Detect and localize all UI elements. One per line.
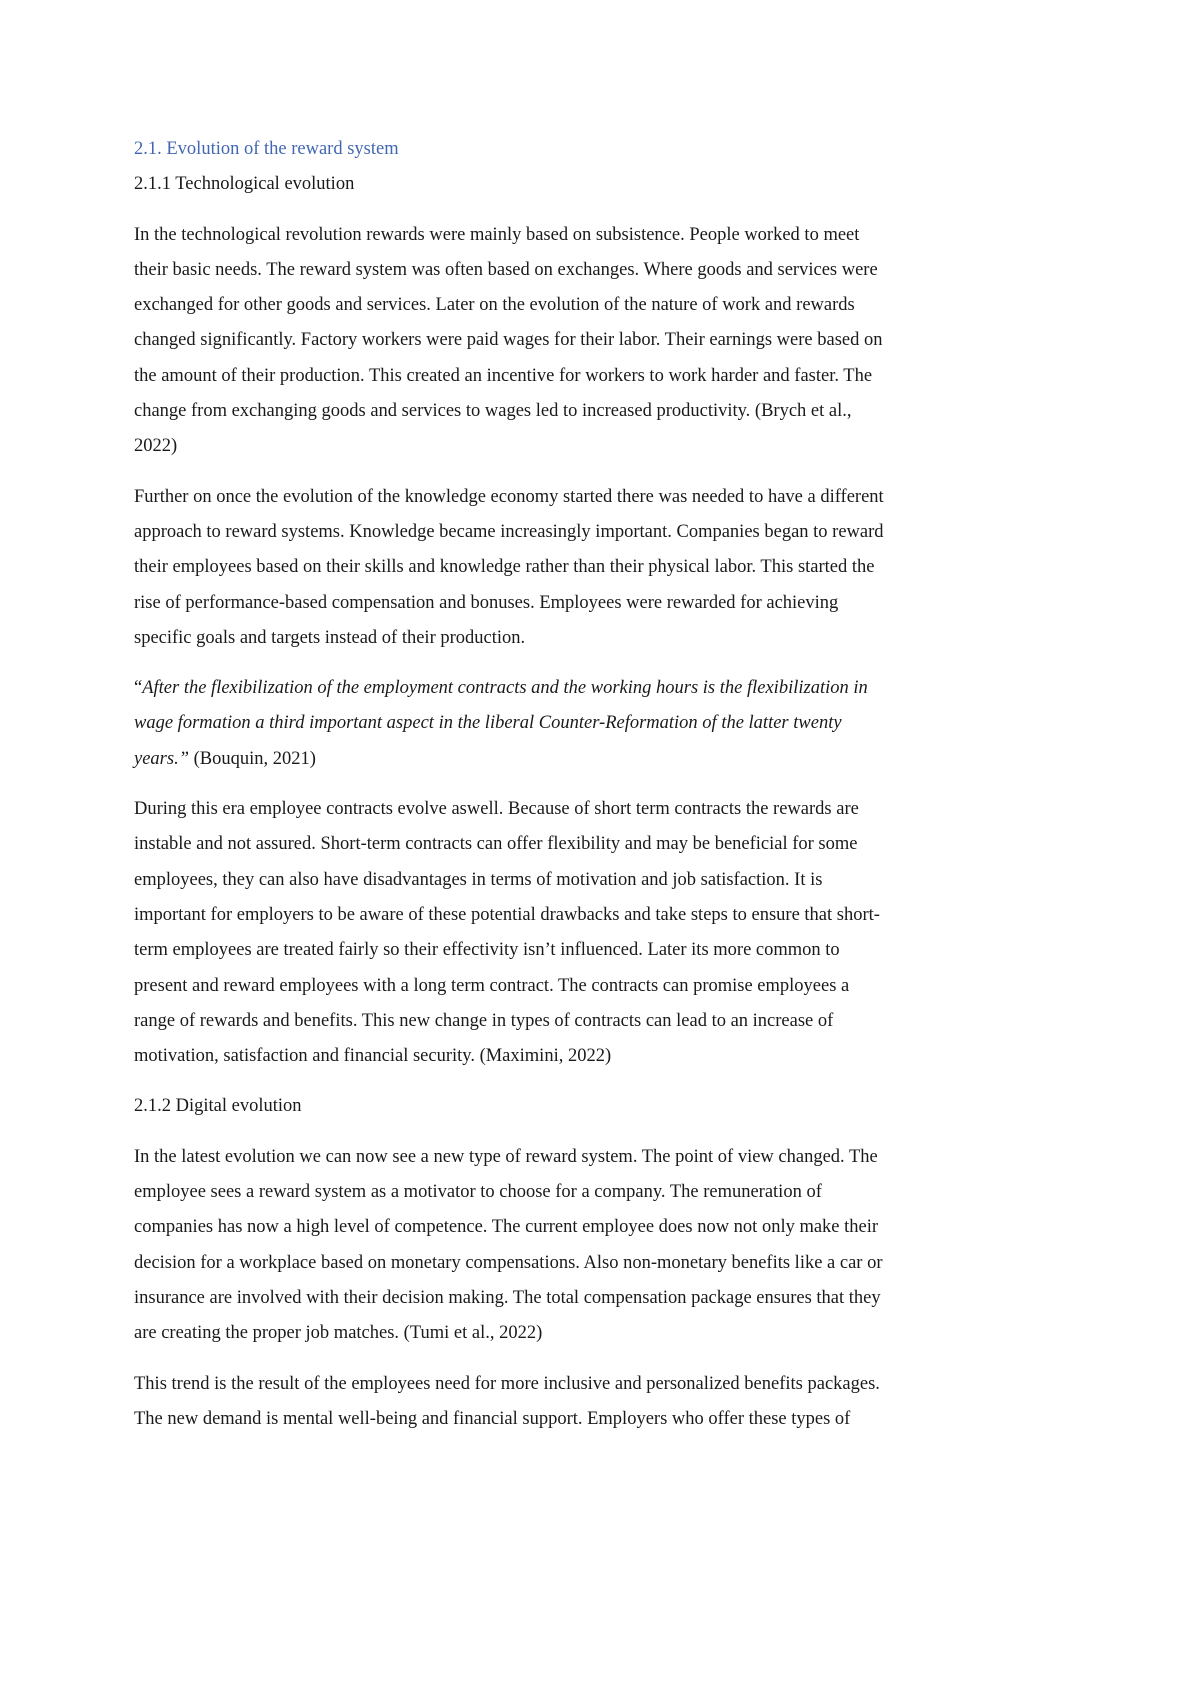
subsection-heading: 2.1.1 Technological evolution <box>134 174 355 195</box>
section-heading: 2.1. Evolution of the reward system <box>134 139 399 159</box>
paragraph <box>134 1140 1034 1352</box>
paragraph <box>134 1367 1034 1438</box>
quote-text: wage formation a third important aspect in the liberal Counter-Reformation of the latter twenty <box>134 713 842 734</box>
block-quote <box>134 671 1034 777</box>
text-line: During this era employee contracts evolve aswell. Because of short term contracts the rewards are <box>134 799 859 820</box>
quote-line <box>134 671 1034 706</box>
text-line: insurance are involved with their decision making. The total compensation package ensures that they <box>134 1287 881 1308</box>
quote-citation: (Bouquin, 2021) <box>189 748 316 769</box>
quote-text: years.” <box>134 748 189 769</box>
text-line: employee sees a reward system as a motivator to choose for a company. The remuneration of <box>134 1182 822 1203</box>
paragraph <box>134 480 1034 656</box>
paragraph <box>134 792 1034 1074</box>
quote-line <box>134 706 1034 741</box>
text-line: term employees are treated fairly so their effectivity isn’t influenced. Later its more common to <box>134 940 840 961</box>
text-line: important for employers to be aware of these potential drawbacks and take steps to ensure that short- <box>134 904 880 925</box>
text-line: the amount of their production. This created an incentive for workers to work harder and faster. The <box>134 365 873 386</box>
text-line: range of rewards and benefits. This new change in types of contracts can lead to an increase of <box>134 1010 834 1031</box>
text-line: instable and not assured. Short-term contracts can offer flexibility and may be beneficial for some <box>134 834 858 855</box>
text-line: rise of performance-based compensation and bonuses. Employees were rewarded for achieving <box>134 592 839 613</box>
text-line: present and reward employees with a long term contract. The contracts can promise employees a <box>134 975 850 996</box>
document-page <box>134 132 1034 1452</box>
quote-line <box>134 742 1034 777</box>
text-line: In the technological revolution rewards were mainly based on subsistence. People worked to meet <box>134 224 860 245</box>
paragraph <box>134 218 1034 465</box>
text-line: In the latest evolution we can now see a new type of reward system. The point of view changed. The <box>134 1146 878 1167</box>
text-line: approach to reward systems. Knowledge became increasingly important. Companies began to reward <box>134 521 884 542</box>
subsection-heading: 2.1.2 Digital evolution <box>134 1096 302 1117</box>
text-line: Further on once the evolution of the knowledge economy started there was needed to have a different <box>134 486 884 507</box>
text-line: decision for a workplace based on monetary compensations. Also non-monetary benefits like a car or <box>134 1252 883 1273</box>
text-line: their employees based on their skills and knowledge rather than their physical labor. This started the <box>134 557 875 578</box>
text-line: specific goals and targets instead of their production. <box>134 627 526 648</box>
text-line: motivation, satisfaction and financial security. (Maximini, 2022) <box>134 1046 612 1067</box>
quote-open-mark: “ <box>134 678 143 699</box>
text-line: their basic needs. The reward system was often based on exchanges. Where goods and services were <box>134 259 878 280</box>
text-line: exchanged for other goods and services. Later on the evolution of the nature of work and rewards <box>134 295 855 316</box>
text-line: companies has now a high level of competence. The current employee does now not only make their <box>134 1217 879 1238</box>
quote-text: After the flexibilization of the employment contracts and the working hours is the flexibilization in <box>142 678 868 699</box>
text-line: The new demand is mental well-being and financial support. Employers who offer these types of <box>134 1408 851 1429</box>
text-line: 2022) <box>134 436 178 457</box>
text-line: are creating the proper job matches. (Tumi et al., 2022) <box>134 1323 543 1344</box>
text-line: employees, they can also have disadvantages in terms of motivation and job satisfaction. It is <box>134 869 823 890</box>
text-line: This trend is the result of the employees need for more inclusive and personalized benefits packages. <box>134 1373 880 1394</box>
text-line: change from exchanging goods and services to wages led to increased productivity. (Brych et al., <box>134 401 852 422</box>
text-line: changed significantly. Factory workers were paid wages for their labor. Their earnings were based on <box>134 330 883 351</box>
